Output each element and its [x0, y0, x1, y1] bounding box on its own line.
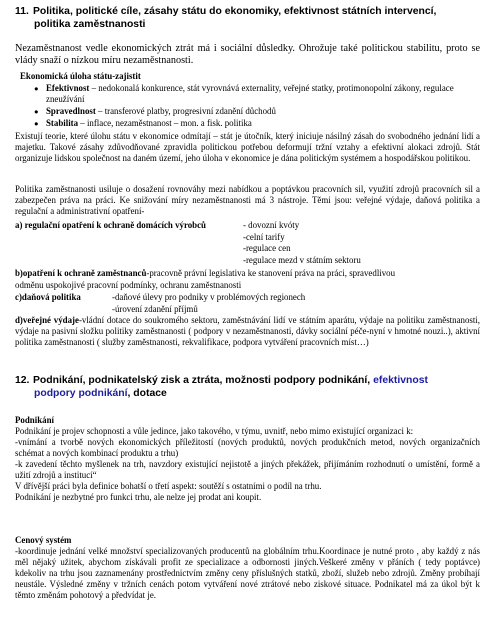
podnikani-paragraph: Podnikání je projev schopnosti a vůle jedince, jako takového, v týmu, uvnitř, nebo mimo existující organizaci k: -vnímání a tvorbě nových ekonomických příležitostí (nových produktů, nových produkčních metod, nových organizačních schémat a nových kombinací produktu a trhu) -k zavedení těchto myšlenek na trh, navzdory existující nejistotě a jiných překážek, přijímáním rozhodnutí o umístění, formě a užití zdrojů a institucí“ V dřívější práci byla definice bohatší o třetí aspekt: soutěží s ostatními o podíl na trhu. Podnikání je nezbytné pro funkci trhu, ale nelze jej prodat ani koupit.	[15, 426, 480, 502]
item-a-entry: - dovozní kvóty	[243, 220, 300, 230]
cenovy-system-paragraph: -koordinuje jednání velké množství specializovaných producentů na globálním trhu.Koordinace je nutné proto , aby každý z nás měl nějaký užitek, abychom získávali profit ze specializace a odbornosti jiných.Veškeré změny v přáních ( tedy poptávce) kdekoliv na trhu jsou zaznamenány prostřednictvím změny ceny příslušných statků, zboží, služeb nebo zdrojů. Změny probíhají neustále. Výsledné změny v tržních cenách potom vytváření nové ztrátové nebo ziskové situace. Podnikatel má za úkol být k těmto změnám pohotový a předvídat je.	[15, 546, 480, 600]
item-c-entry: -úrovení zdanění příjmů	[112, 304, 198, 314]
bullet-item-spravedlnost: Spravedlnost – transferové platby, progresivní zdanění důchodů	[46, 106, 276, 116]
employment-policy-paragraph: Politika zaměstnanosti usiluje o dosažení rovnováhy mezi nabídkou a poptávkou pracovních sil, využití zdrojů pracovních sil a zabezpečen práva na práci. Ke snižování míry nezaměstnanosti má 3 nástroje. Těmi jsou: veřejné výdaje, daňová politika a regulační a administrativní opatření-	[15, 184, 480, 216]
section-title-highlight: efektivnost	[373, 375, 428, 386]
item-a-entry: -celní tarify	[243, 232, 285, 242]
item-a-entry: -regulace cen	[243, 243, 291, 253]
bullet-dot-icon: ●	[34, 107, 39, 116]
section-number: 11.	[15, 6, 29, 17]
section-title-line1: Politika, politické cíle, zásahy státu do ekonomiky, efektivnost státních intervencí,	[33, 6, 437, 17]
theory-paragraph: Existují teorie, které úlohu státu v ekonomice odmítají – stát je útočník, který iniciuje násilný zásah do svobodného jednání lidí a majetku. Takové zásahy zdůvodňované zpravidla politickou potřebou deformují tržní vztahy a efektivní alokaci zdrojů. Stát organizuje lidskou společnost na daném území, jeho úloha v ekonomice je dána politickým systémem a hospodářskou politikou.	[15, 131, 480, 163]
item-b-continuation: odměnu uspokojivé pracovní podmínky, ochranu zaměstnanosti	[15, 280, 242, 290]
item-d: d)veřejné výdaje-vládní dotace do soukromého sektoru, zaměstnávání lidí ve státním aparátu, výdaje na politiku zaměstnanosti, výdaje na pasivní složku politiky zaměstnanosti ( podpory v nezaměstnanosti, dávky sociální péče-nyní v hmotné nouzi..), aktivní politika zaměstnanosti ( služby zaměstnanosti, rekvalifikace, podpora vytváření pracovních míst…)	[15, 315, 480, 347]
cenovy-system-heading: Cenový systém	[15, 535, 72, 545]
section-title-line2: , dotace	[127, 387, 167, 399]
intro-paragraph: Nezaměstnanost vedle ekonomických ztrát má i sociální důsledky. Ohrožuje také politickou stabilitu, proto se vlády snaží o nízkou míru nezaměstnanosti.	[15, 43, 480, 67]
bullet-item-stabilita: Stabilita – inflace, nezaměstnanost – mon. a fisk. politika	[46, 118, 252, 128]
section-11-heading	[15, 6, 480, 31]
section-title-line2: politika zaměstnanosti	[34, 18, 146, 30]
item-a-entry: -regulace mezd v státním sektoru	[243, 255, 361, 265]
section-12-heading	[15, 375, 480, 400]
section-number: 12.	[15, 375, 30, 386]
bullet-dot-icon: ●	[34, 119, 39, 128]
item-b: b)opatření k ochraně zaměstnanců-pracovně právní legislativa ke stanovení práva na práci, spravedlivou	[15, 268, 396, 278]
econ-role-heading: Ekonomická úloha státu-zajistit	[20, 71, 141, 81]
item-c-label: c)daňová politika	[15, 292, 81, 302]
bullet-dot-icon: ●	[34, 84, 39, 93]
section-title-highlight: podpory podnikání	[34, 387, 128, 399]
item-a-label: a) regulační opatření k ochraně domácích výrobců	[15, 220, 206, 230]
bullet-item-efektivnost: Efektivnost – nedokonalá konkurence, stát vyrovnává externality, veřejné statky, protimonopolní zákony, regulace zneužívání	[46, 83, 454, 104]
item-c-entry: -daňové úlevy pro podniky v problémových regionech	[112, 292, 306, 302]
podnikani-heading: Podnikání	[15, 415, 54, 425]
section-title-line1: Podnikání, podnikatelský zisk a ztráta, možnosti podpory podnikání,	[33, 375, 371, 386]
